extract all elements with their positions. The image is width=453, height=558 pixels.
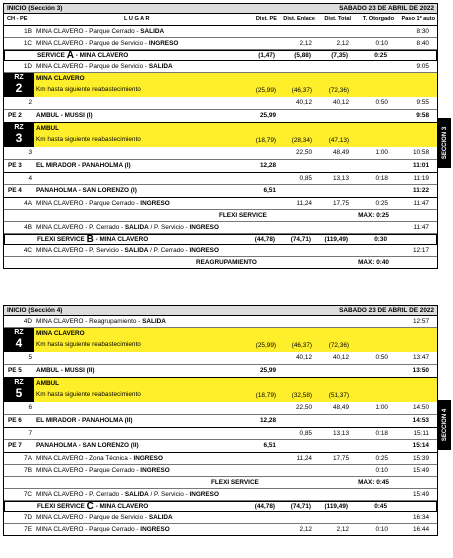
col-lugar: L U G A R (124, 16, 150, 22)
table-row: 1D MINA CLAVERO - Parque de Servicio - SALIDA 9:05 (4, 61, 437, 73)
section-title: INICIO (Sección 3) (7, 5, 63, 12)
table-row: 7E MINA CLAVERO - Parque Cerrado - INGRESO 2,12 2,12 0:10 16:44 (24, 526, 429, 533)
col-dist-enlace: Dist. Enlace (283, 16, 315, 22)
rz-badge: RZ 4 (4, 328, 34, 352)
section-4-table (3, 305, 438, 536)
section-3-table (3, 3, 438, 269)
section-4-side-label: SECCION 4 (438, 400, 451, 450)
service-row: SERVICE A - MINA CLAVERO (1,47) (5,88) (7,35) 0:25 (4, 50, 437, 61)
stage-row-pe4: PE 4 PANAHOLMA - SAN LORENZO (I) 6,51 11:22 (4, 185, 437, 198)
rz-badge: RZ 2 (4, 73, 34, 97)
table-row: 5 40,12 40,12 0:50 13:47 (28, 354, 429, 361)
col-ch: CH - PE (7, 16, 28, 22)
stage-row-pe5: PE 5 AMBUL - MUSSI (II) 25,99 13:50 (4, 365, 437, 378)
refuel-zone-3: RZ 3 AMBUL Km hasta siguiente reabastecimiento (18,79) (28,34) (47,13) 3 22,50 48,49 1:00 10:58 (4, 123, 437, 160)
col-dist-total: Dist. Total (324, 16, 351, 22)
table-row: 4 0,85 13,13 0:18 11:19 (4, 173, 437, 185)
table-row: 1C MINA CLAVERO - Parque de Servicio - INGRESO 2,12 2,12 0:10 8:40 (4, 38, 437, 50)
section-title: INICIO (Sección 4) (7, 307, 63, 314)
table-row: 7B MINA CLAVERO - Parque Cerrado - INGRESO 0:10 15:49 (4, 465, 437, 477)
regroup-row: REAGRUPAMIENTO MAX: 0:40 (196, 259, 389, 266)
table-row: 7D MINA CLAVERO - Parque de Servicio - SALIDA 16:34 (4, 512, 437, 524)
col-otorgado: T. Otorgado (362, 16, 394, 22)
table-row: 6 22,50 48,49 1:00 14:50 (28, 404, 429, 411)
flexi-service-row: FLEXI SERVICE MAX: 0:45 (4, 477, 437, 489)
table-row: 2 40,12 40,12 0:50 9:55 (28, 99, 429, 106)
stage-row-pe3: PE 3 EL MIRADOR - PANAHOLMA (I) 12,28 11:01 (4, 160, 437, 173)
flexi-service-b-row: FLEXI SERVICE B - MINA CLAVERO (44,78) (74,71) (119,49) 0:30 (4, 234, 437, 245)
table-row: 4A MINA CLAVERO - Parque Cerrado - INGRESO 11,24 17,75 0:25 11:47 (4, 198, 437, 210)
flexi-service-c-row: FLEXI SERVICE C - MINA CLAVERO (44,78) (74,71) (119,49) 0:45 (4, 501, 437, 512)
rz-badge: RZ 3 (4, 123, 34, 147)
stage-row-pe2: PE 2 AMBUL - MUSSI (I) 25,99 9:58 (4, 110, 437, 123)
table-row: 3 22,50 48,49 1:00 10:58 (28, 149, 429, 156)
flexi-service-row: FLEXI SERVICE MAX: 0:25 (4, 210, 437, 222)
stage-row-pe6: PE 6 EL MIRADOR - PANAHOLMA (II) 12,28 14:53 (4, 415, 437, 428)
refuel-zone-5: RZ 5 AMBUL Km hasta siguiente reabastecimiento (18,79) (32,58) (51,37) 6 22,50 48,49 1:00 14:50 (4, 378, 437, 415)
section-header (4, 4, 437, 14)
col-dist-pe: Dist. PE (255, 16, 277, 22)
table-row: 7A MINA CLAVERO - Zona Técnica - INGRESO 11,24 17,75 0:25 15:39 (4, 453, 437, 465)
section-date: SABADO 23 DE ABRIL DE 2022 (339, 5, 434, 12)
stage-row-pe7: PE 7 PANAHOLMA - SAN LORENZO (II) 6,51 15:14 (4, 440, 437, 453)
table-row: 4B MINA CLAVERO - P. Cerrado - SALIDA / P. Servicio - INGRESO 11:47 (4, 222, 437, 234)
table-row: 4C MINA CLAVERO - P. Servicio - SALIDA / P. Cerrado - INGRESO 12:17 (4, 245, 437, 257)
table-row: 4D MINA CLAVERO - Reagrupamiento - SALIDA 12:57 (4, 316, 437, 328)
col-paso: Paso 1º auto (401, 16, 435, 22)
table-row: 7 0,85 13,13 0:18 15:11 (4, 428, 437, 440)
section-3-side-label: SECCION 3 (438, 118, 451, 168)
section-header (4, 306, 437, 316)
rz-badge: RZ 5 (4, 378, 34, 402)
section-date: SABADO 23 DE ABRIL DE 2022 (339, 307, 434, 314)
table-row: 1B MINA CLAVERO - Parque Cerrado - SALIDA 8:30 (4, 26, 437, 38)
table-row: 7C MINA CLAVERO - P. Cerrado - SALIDA / P. Servicio - INGRESO 15:49 (4, 489, 437, 501)
refuel-zone-4: RZ 4 MINA CLAVERO Km hasta siguiente reabastecimiento (25,99) (46,37) (72,36) 5 40,12 40,12 0:50 13:47 (4, 328, 437, 365)
column-header-row (4, 14, 437, 26)
refuel-zone-2: RZ 2 MINA CLAVERO Km hasta siguiente reabastecimiento (25,99) (46,37) (72,36) 2 40,12 40,12 0:50 9:55 (4, 73, 437, 110)
